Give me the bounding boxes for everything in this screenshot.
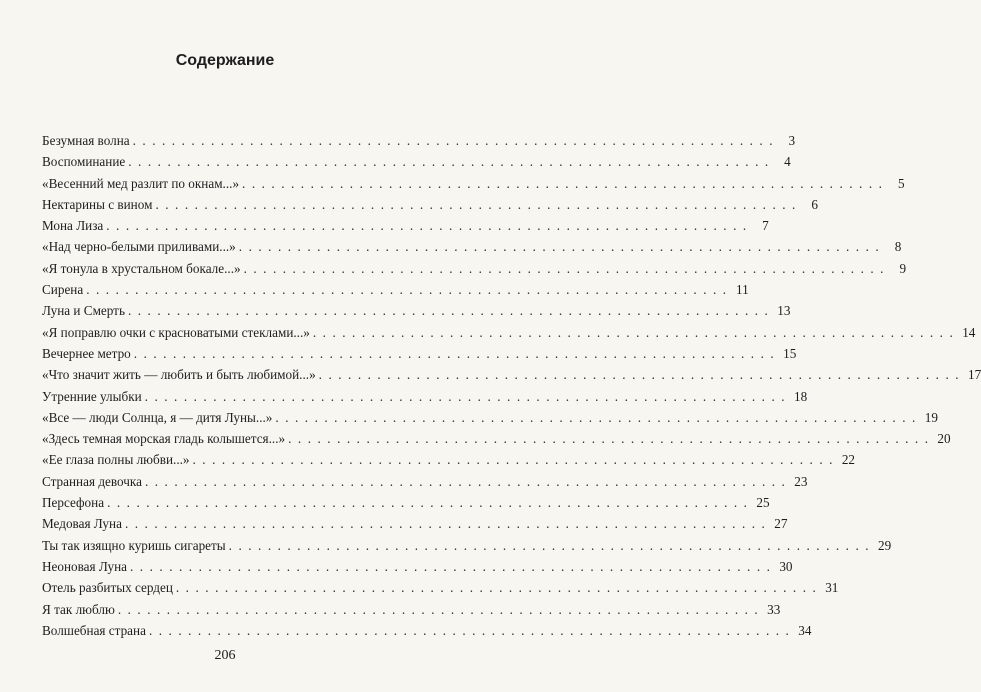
toc-entry [42, 473, 808, 495]
dot-leader: . . . . . . . . . . . . . . . . . . . . . . . . . . . . . . . . . . . . . . . . . . . . . . . . . . . . . . . . . . . . . . . . . . [288, 431, 930, 447]
toc-entry [42, 175, 905, 197]
toc-entry-title: Безумная волна [42, 133, 130, 148]
toc-entry-title: Мона Лиза [42, 218, 104, 234]
dot-leader: . . . . . . . . . . . . . . . . . . . . . . . . . . . . . . . . . . . . . . . . . . . . . . . . . . . . . . . . . . . . . . . . . . [144, 388, 787, 404]
toc-entry-page: 6 [811, 196, 818, 212]
toc-entry-title: «Здесь темная морская гладь колышется...» [42, 431, 286, 447]
toc-entry [42, 622, 812, 644]
toc-entry [42, 580, 839, 601]
toc-entry [42, 239, 902, 260]
toc-entry [42, 537, 892, 559]
toc-entry-page: 27 [774, 516, 788, 532]
toc-entry-title: Луна и Смерть [42, 303, 125, 319]
toc-entry-page: 8 [894, 239, 902, 255]
toc-entry-page: 18 [793, 388, 808, 404]
toc-entry-title: Вечернее метро [42, 345, 131, 361]
toc-entry-title: «Что значит жить — любить и быть любимой...» [42, 367, 316, 383]
toc-entry [42, 516, 788, 537]
toc-entry-title: Я так люблю [42, 601, 115, 617]
toc-entry-title: Волшебная страна [42, 622, 146, 638]
dot-leader: . . . . . . . . . . . . . . . . . . . . . . . . . . . . . . . . . . . . . . . . . . . . . . . . . . . . . . . . . . . . . . . . . . [192, 452, 835, 468]
toc-entry-page: 29 [877, 537, 892, 553]
toc-entry [42, 367, 981, 388]
dot-leader: . . . . . . . . . . . . . . . . . . . . . . . . . . . . . . . . . . . . . . . . . . . . . . . . . . . . . . . . . . . . . . . . . . [128, 154, 770, 170]
toc-entry [42, 303, 791, 324]
toc-entry-title: «Я поправлю очки с красноватыми стеклами...» [42, 324, 310, 340]
toc-entry-page: 7 [762, 218, 769, 234]
toc-entry-title: Воспоминание [42, 154, 126, 170]
dot-leader: . . . . . . . . . . . . . . . . . . . . . . . . . . . . . . . . . . . . . . . . . . . . . . . . . . . . . . . . . . . . . . . . . . [133, 345, 776, 361]
dot-leader: . . . . . . . . . . . . . . . . . . . . . . . . . . . . . . . . . . . . . . . . . . . . . . . . . . . . . . . . . . . . . . . . . . [242, 175, 884, 191]
toc-entry-page: 4 [784, 154, 791, 170]
toc-entry-page: 17 [967, 367, 981, 383]
toc-entry-title: Отель разбитых сердец [42, 580, 173, 596]
toc-entry [42, 601, 781, 623]
dot-leader: . . . . . . . . . . . . . . . . . . . . . . . . . . . . . . . . . . . . . . . . . . . . . . . . . . . . . . . . . . . . . . . . . . [275, 409, 917, 425]
dot-leader: . . . . . . . . . . . . . . . . . . . . . . . . . . . . . . . . . . . . . . . . . . . . . . . . . . . . . . . . . . . . . . . . . . [243, 260, 886, 276]
toc-entry-page: 19 [924, 409, 938, 425]
dot-leader: . . . . . . . . . . . . . . . . . . . . . . . . . . . . . . . . . . . . . . . . . . . . . . . . . . . . . . . . . . . . . . . . . . [318, 367, 961, 383]
toc-entry-title: Медовая Луна [42, 516, 122, 532]
toc-entry-page: 3 [788, 133, 796, 148]
toc-entry-title: Ты так изящно куришь сигареты [42, 537, 226, 553]
toc-entry [42, 409, 938, 431]
toc-entry [42, 196, 818, 218]
toc-entry-page: 11 [736, 282, 749, 298]
toc-entry-title: Нектарины с вином [42, 196, 153, 212]
dot-leader: . . . . . . . . . . . . . . . . . . . . . . . . . . . . . . . . . . . . . . . . . . . . . . . . . . . . . . . . . . . . . . . . . . [130, 558, 772, 574]
dot-leader: . . . . . . . . . . . . . . . . . . . . . . . . . . . . . . . . . . . . . . . . . . . . . . . . . . . . . . . . . . . . . . . . . . [127, 303, 770, 319]
dot-leader: . . . . . . . . . . . . . . . . . . . . . . . . . . . . . . . . . . . . . . . . . . . . . . . . . . . . . . . . . . . . . . . . . . [312, 324, 955, 340]
page-title: Содержание [175, 52, 275, 69]
toc-entry [42, 154, 791, 175]
toc-entry-title: Неоновая Луна [42, 558, 128, 574]
dot-leader: . . . . . . . . . . . . . . . . . . . . . . . . . . . . . . . . . . . . . . . . . . . . . . . . . . . . . . . . . . . . . . . . . . [148, 622, 791, 638]
toc-entry-page: 5 [897, 175, 905, 191]
dot-leader: . . . . . . . . . . . . . . . . . . . . . . . . . . . . . . . . . . . . . . . . . . . . . . . . . . . . . . . . . . . . . . . . . . [132, 133, 775, 148]
toc-entry [42, 133, 796, 154]
toc-entry [42, 282, 749, 303]
dot-leader: . . . . . . . . . . . . . . . . . . . . . . . . . . . . . . . . . . . . . . . . . . . . . . . . . . . . . . . . . . . . . . . . . . [155, 196, 797, 212]
toc-entry-page: 22 [841, 452, 856, 468]
toc-entry [42, 431, 951, 452]
toc-entry [42, 218, 769, 239]
toc-entry [42, 558, 793, 580]
toc-entry-page: 14 [962, 324, 976, 340]
dot-leader: . . . . . . . . . . . . . . . . . . . . . . . . . . . . . . . . . . . . . . . . . . . . . . . . . . . . . . . . . . . . . . . . . . [117, 601, 760, 617]
toc-entry-page: 31 [825, 580, 839, 596]
dot-leader: . . . . . . . . . . . . . . . . . . . . . . . . . . . . . . . . . . . . . . . . . . . . . . . . . . . . . . . . . . . . . . . . . . [144, 473, 787, 489]
toc-entry [42, 452, 856, 473]
toc-entry-page: 30 [779, 558, 793, 574]
toc-entry-title: Странная девочка [42, 473, 142, 489]
table-of-contents [42, 133, 981, 644]
toc-entry [42, 345, 797, 367]
toc-entry-page: 15 [783, 345, 797, 361]
dot-leader: . . . . . . . . . . . . . . . . . . . . . . . . . . . . . . . . . . . . . . . . . . . . . . . . . . . . . . . . . . . . . . . . . . [86, 282, 728, 298]
dot-leader: . . . . . . . . . . . . . . . . . . . . . . . . . . . . . . . . . . . . . . . . . . . . . . . . . . . . . . . . . . . . . . . . . . [106, 218, 748, 234]
dot-leader: . . . . . . . . . . . . . . . . . . . . . . . . . . . . . . . . . . . . . . . . . . . . . . . . . . . . . . . . . . . . . . . . . . [124, 516, 767, 532]
toc-entry-page: 33 [767, 601, 781, 617]
dot-leader: . . . . . . . . . . . . . . . . . . . . . . . . . . . . . . . . . . . . . . . . . . . . . . . . . . . . . . . . . . . . . . . . . . [238, 239, 881, 255]
dot-leader: . . . . . . . . . . . . . . . . . . . . . . . . . . . . . . . . . . . . . . . . . . . . . . . . . . . . . . . . . . . . . . . . . . [228, 537, 871, 553]
toc-entry-page: 9 [899, 260, 907, 276]
toc-entry-title: «Весенний мед разлит по окнам...» [42, 175, 240, 191]
dot-leader: . . . . . . . . . . . . . . . . . . . . . . . . . . . . . . . . . . . . . . . . . . . . . . . . . . . . . . . . . . . . . . . . . . [175, 580, 818, 596]
toc-entry-title: «Все — люди Солнца, я — дитя Луны...» [42, 409, 273, 425]
toc-entry-page: 34 [798, 622, 812, 638]
toc-entry-title: Сирена [42, 282, 84, 298]
toc-entry-title: «Я тонула в хрустальном бокале...» [42, 260, 241, 276]
toc-entry [42, 495, 770, 516]
dot-leader: . . . . . . . . . . . . . . . . . . . . . . . . . . . . . . . . . . . . . . . . . . . . . . . . . . . . . . . . . . . . . . . . . . [107, 495, 749, 511]
toc-entry-page: 20 [937, 431, 951, 447]
toc-entry [42, 324, 976, 346]
toc-entry-title: «Над черно-белыми приливами...» [42, 239, 236, 255]
toc-entry-page: 13 [777, 303, 791, 319]
toc-entry-title: Утренние улыбки [42, 388, 142, 404]
toc-entry-page: 25 [756, 495, 770, 511]
toc-entry-page: 23 [794, 473, 808, 489]
toc-entry-title: «Ее глаза полны любви...» [42, 452, 190, 468]
toc-entry [42, 388, 808, 410]
page-number: 206 [214, 648, 236, 663]
toc-entry [42, 260, 907, 282]
toc-entry-title: Персефона [42, 495, 105, 511]
